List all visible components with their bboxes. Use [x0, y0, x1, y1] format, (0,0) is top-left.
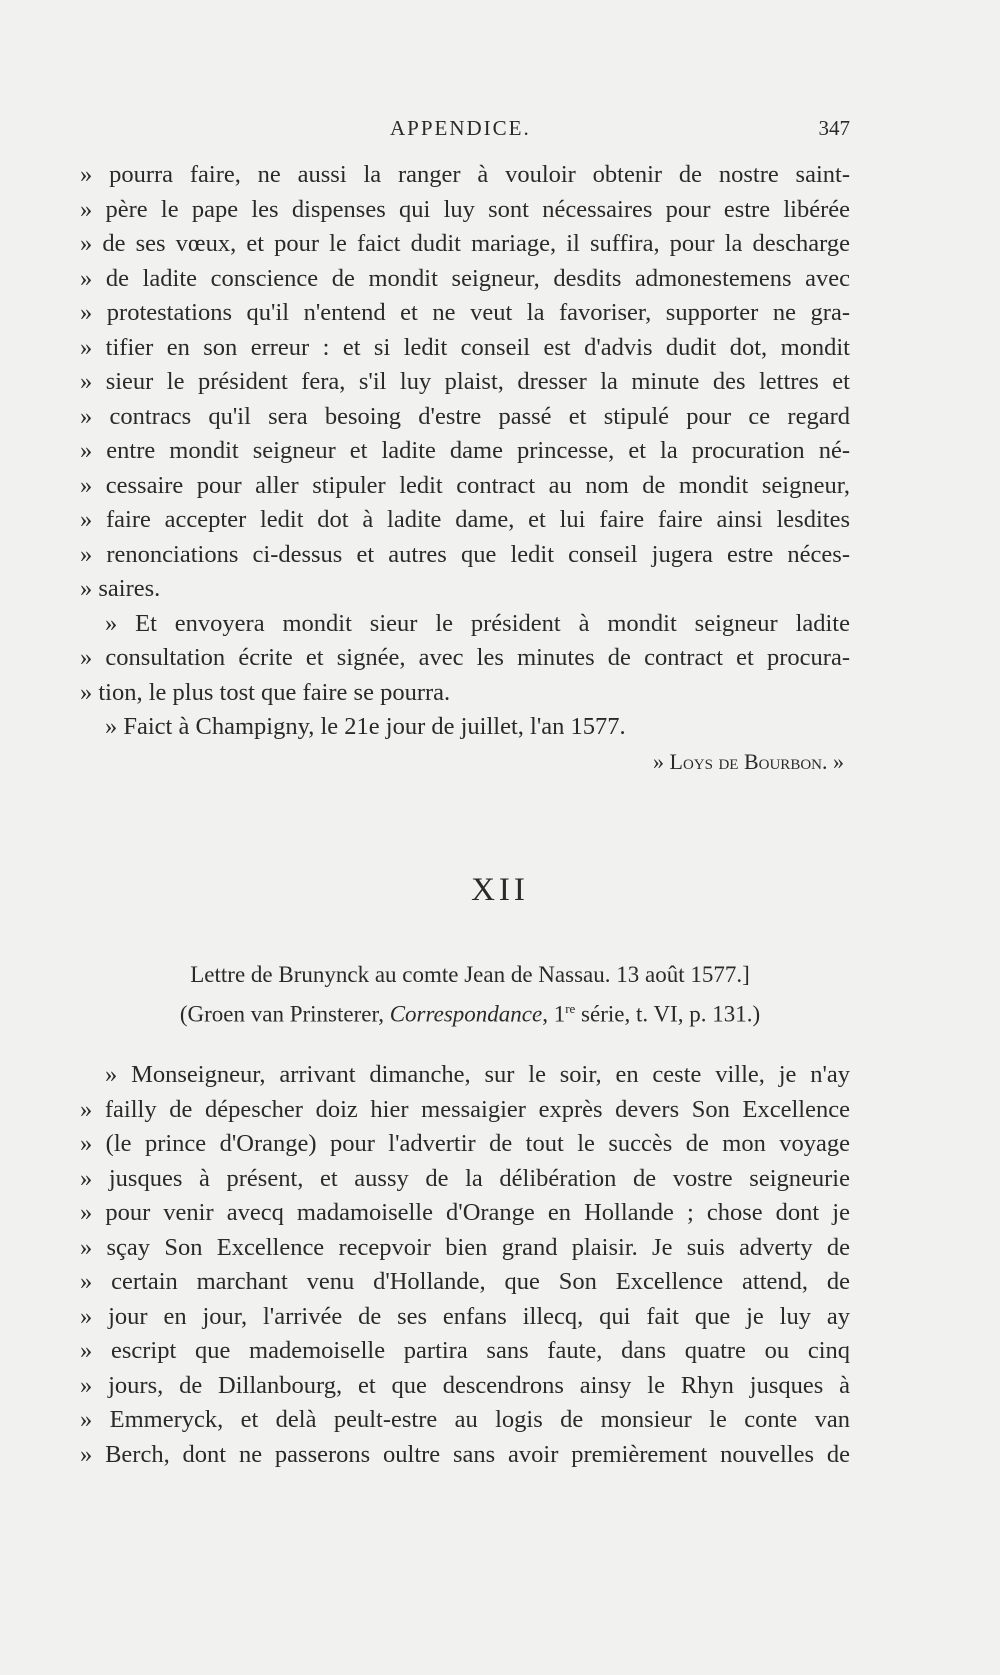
text-line: » jusques à présent, et aussy de la délibération de vostre seigneurie — [80, 1164, 850, 1192]
text-line: » protestations qu'il n'entend et ne veut la favoriser, supporter ne gra- — [80, 299, 850, 326]
text-line: » (le prince d'Orange) pour l'advertir de tout le succès de mon voyage — [80, 1130, 850, 1157]
text-line: » renonciations ci-dessus et autres que ledit conseil jugera estre néces- — [80, 540, 850, 568]
signature-text: » Loys de Bourbon. » — [653, 748, 844, 774]
page-header — [80, 116, 850, 146]
upper-text-block — [80, 158, 850, 779]
text-line: » contracs qu'il sera besoing d'estre passé et stipulé pour ce regard — [80, 402, 850, 430]
text-line: » sieur le président fera, s'il luy plaist, dresser la minute des lettres et — [80, 368, 850, 395]
signature — [80, 745, 850, 780]
text-line: » entre mondit seigneur et ladite dame princesse, et la procuration né- — [80, 437, 850, 464]
text-line: » jour en jour, l'arrivée de ses enfans illecq, qui fait que je luy ay — [80, 1302, 850, 1330]
text-line: » jours, de Dillanbourg, et que descendrons ainsy le Rhyn jusques à — [80, 1371, 850, 1399]
running-title: APPENDICE. — [390, 116, 531, 140]
lower-text-block — [80, 1058, 850, 1472]
heading-series: , 1 — [542, 1001, 566, 1027]
heading-source-title: Correspondance — [389, 1001, 543, 1027]
heading-ref: série, t. VI, p. 131.) — [575, 1001, 761, 1027]
text-line: » failly de dépescher doiz hier messaigier exprès devers Son Excellence — [80, 1095, 850, 1123]
text-line: » tion, le plus tost que faire se pourra. — [80, 678, 451, 706]
text-line: » tifier en son erreur : et si ledit conseil est d'advis dudit dot, mondit — [80, 333, 850, 361]
text-line: » Monseigneur, arrivant dimanche, sur le soir, en ceste ville, je n'ay — [105, 1061, 850, 1088]
text-line: » faire accepter ledit dot à ladite dame, et lui faire faire ainsi lesdites — [80, 506, 850, 533]
text-line: » père le pape les dispenses qui luy sont nécessaires pour estre libérée — [80, 195, 850, 223]
text-line: » pour venir avecq madamoiselle d'Orange en Hollande ; chose dont je — [80, 1199, 850, 1226]
text-line: » consultation écrite et signée, avec les minutes de contract et procura- — [80, 644, 850, 671]
text-line: » certain marchant venu d'Hollande, que Son Excellence attend, de — [80, 1268, 850, 1295]
text-line: » de ses vœux, et pour le faict dudit mariage, il suffira, pour la descharge — [80, 230, 850, 257]
text-line: » pourra faire, ne aussi la ranger à vouloir obtenir de nostre saint- — [80, 161, 850, 188]
text-line: » escript que mademoiselle partira sans faute, dans quatre ou cinq — [80, 1337, 850, 1364]
heading-line-1: Lettre de Brunynck au comte Jean de Nassau. 13 août 1577.] — [190, 962, 750, 987]
text-line: » Emmeryck, et delà peult-estre au logis de monsieur le conte van — [80, 1406, 850, 1433]
text-line: » Et envoyera mondit sieur le président à mondit seigneur ladite — [105, 609, 850, 637]
document-heading — [90, 958, 850, 1032]
text-line: » sçay Son Excellence recepvoir bien grand plaisir. Je suis adverty de — [80, 1233, 850, 1261]
text-line: » saires. — [80, 575, 161, 602]
text-line: » de ladite conscience de mondit seigneur, desdits admonestemens avec — [80, 264, 850, 292]
text-line: » Berch, dont ne passerons oultre sans avoir premièrement nouvelles de — [80, 1440, 850, 1468]
heading-series-sup: re — [565, 1001, 576, 1016]
heading-line-2 — [90, 992, 850, 1032]
heading-source: (Groen van Prinsterer, — [179, 1001, 390, 1027]
text-line: » Faict à Champigny, le 21e jour de juillet, l'an 1577. — [105, 713, 626, 740]
page-number: 347 — [818, 116, 850, 140]
text-line: » cessaire pour aller stipuler ledit contract au nom de mondit seigneur, — [80, 471, 850, 499]
section-number: XII — [471, 872, 529, 908]
